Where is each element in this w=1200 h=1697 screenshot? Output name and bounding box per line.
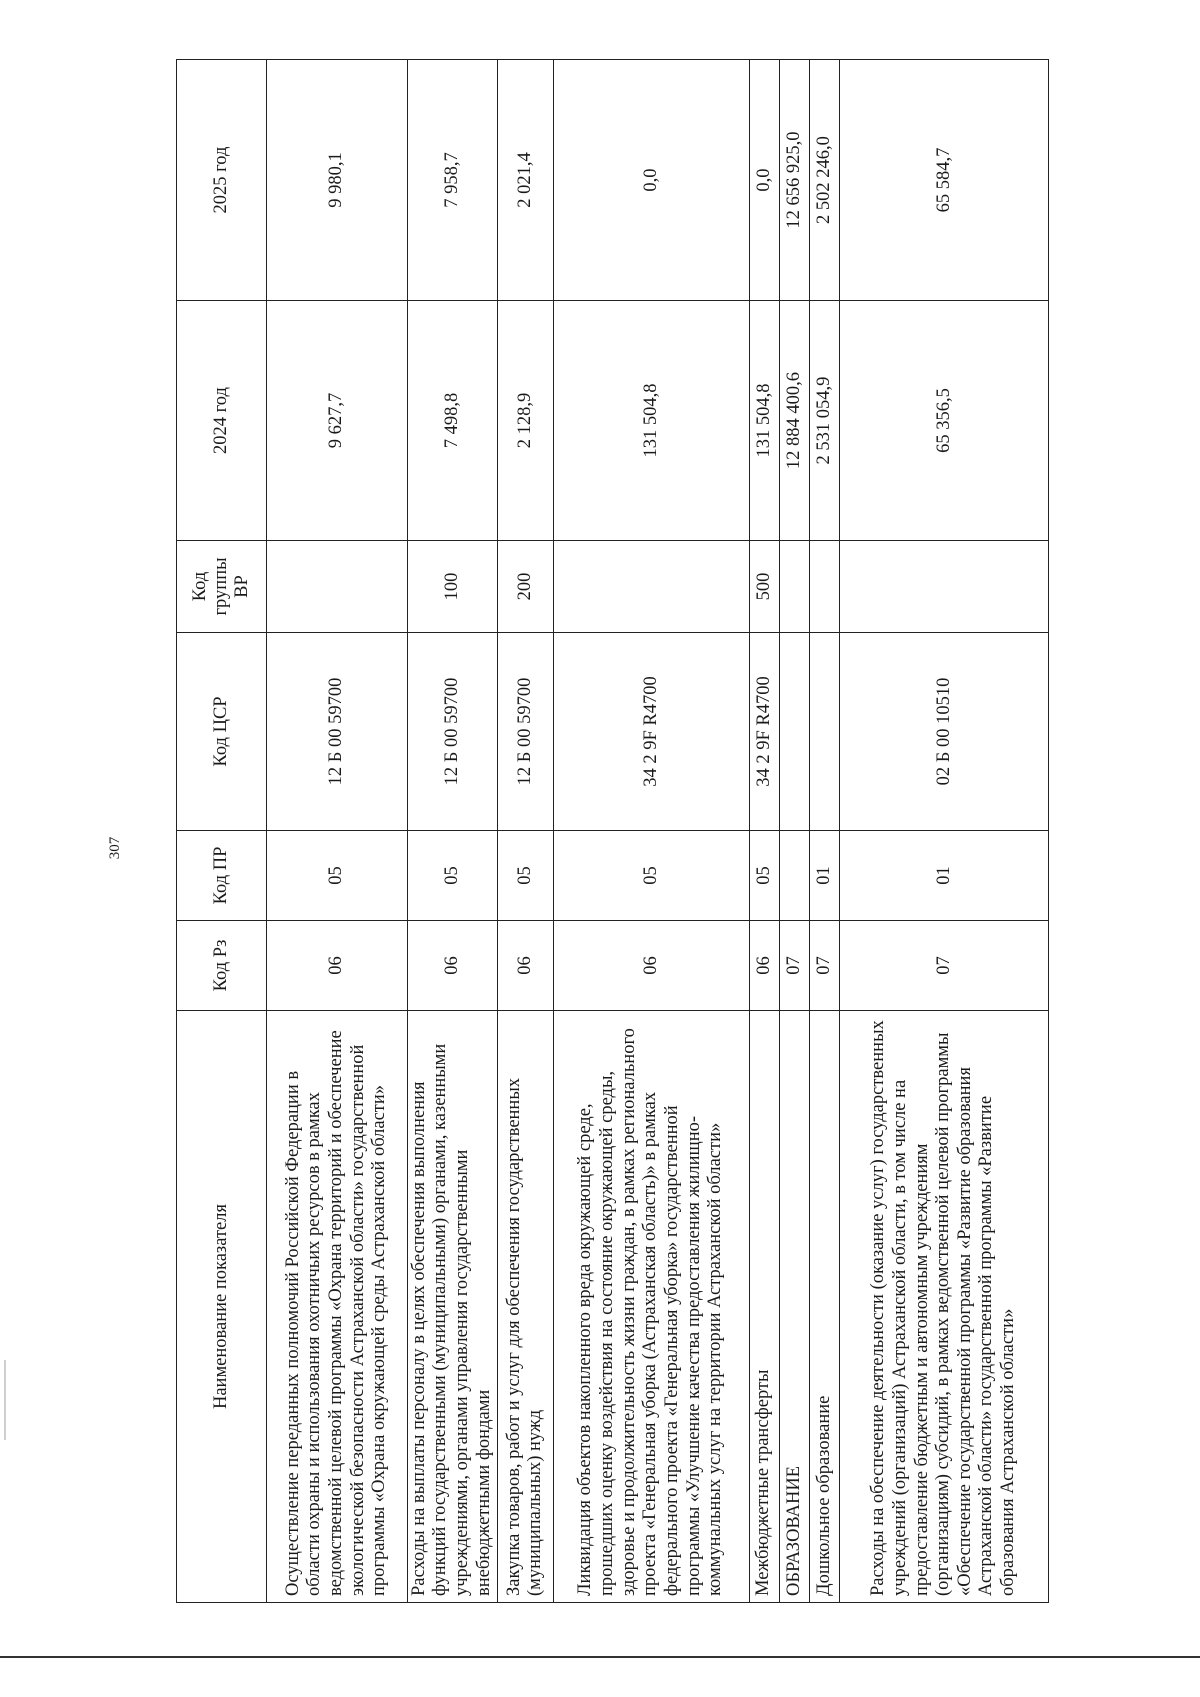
row-2025: 65 584,7 [840, 60, 1049, 301]
budget-table-rotated [176, 60, 1049, 1603]
row-rz: 07 [840, 921, 1049, 1011]
bottom-rule [0, 1656, 1200, 1658]
row-name: ОБРАЗОВАНИЕ [779, 1011, 809, 1603]
row-pr: 05 [267, 831, 408, 921]
row-name: Межбюджетные трансферты [749, 1011, 779, 1603]
header-2025: 2025 год [177, 60, 267, 301]
row-csr [779, 633, 809, 831]
row-pr: 05 [749, 831, 779, 921]
row-rz: 07 [779, 921, 809, 1011]
row-vr: 100 [407, 541, 497, 633]
row-vr [809, 541, 839, 633]
row-rz: 06 [267, 921, 408, 1011]
row-csr: 34 2 9F R4700 [749, 633, 779, 831]
row-pr: 05 [497, 831, 553, 921]
table-row [749, 60, 779, 1603]
row-name: Расходы на выплаты персоналу в целях обеспечения выполнения функций государственными (муниципальными) органами, казенными учреждениями, органами управления государственными внебюджетными фондами [407, 1011, 497, 1603]
table-row [809, 60, 839, 1603]
row-2024: 2 531 054,9 [809, 301, 839, 541]
row-csr [809, 633, 839, 831]
row-rz: 07 [809, 921, 839, 1011]
row-name: Ликвидация объектов накопленного вреда окружающей среде, прошедших оценку воздействия на состояние окружающей среды, здоровье и продолжительность жизни граждан, в рамках регионального проекта «Генеральная уборка (Астраханская область)» в рамках федерального проекта «Генеральная уборка» государственной программы «Улучшение качества предоставления жилищно-коммунальных услуг на территории Астраханской области» [553, 1011, 749, 1603]
row-rz: 06 [407, 921, 497, 1011]
row-2024: 131 504,8 [749, 301, 779, 541]
table-header-row [177, 60, 267, 1603]
row-pr: 01 [809, 831, 839, 921]
row-name: Дошкольное образование [809, 1011, 839, 1603]
budget-table [176, 59, 1049, 1603]
row-vr [267, 541, 408, 633]
row-2024: 7 498,8 [407, 301, 497, 541]
table-row [497, 60, 553, 1603]
row-vr [553, 541, 749, 633]
row-2024: 9 627,7 [267, 301, 408, 541]
row-2025: 7 958,7 [407, 60, 497, 301]
row-csr: 02 Б 00 10510 [840, 633, 1049, 831]
row-2024: 2 128,9 [497, 301, 553, 541]
table-row [267, 60, 408, 1603]
scan-margin-mark [4, 1360, 6, 1440]
header-csr: Код ЦСР [177, 633, 267, 831]
row-vr [779, 541, 809, 633]
row-name: Закупка товаров, работ и услуг для обеспечения государственных (муниципальных) нужд [497, 1011, 553, 1603]
row-rz: 06 [497, 921, 553, 1011]
row-name: Осуществление переданных полномочий Российской Федерации в области охраны и использования охотничьих ресурсов в рамках ведомственной целевой программы «Охрана территорий и обеспечение экологической безопасности Астраханской области» государственной программы «Охрана окружающей среды Астраханской области» [267, 1011, 408, 1603]
row-2025: 0,0 [553, 60, 749, 301]
row-pr: 01 [840, 831, 1049, 921]
header-name: Наименование показателя [177, 1011, 267, 1603]
row-2024: 65 356,5 [840, 301, 1049, 541]
row-vr [840, 541, 1049, 633]
row-csr: 12 Б 00 59700 [407, 633, 497, 831]
row-vr: 500 [749, 541, 779, 633]
row-2025: 9 980,1 [267, 60, 408, 301]
row-csr: 12 Б 00 59700 [497, 633, 553, 831]
row-pr: 05 [407, 831, 497, 921]
row-2025: 2 021,4 [497, 60, 553, 301]
row-2025: 12 656 925,0 [779, 60, 809, 301]
header-pr: Код ПР [177, 831, 267, 921]
table-row [553, 60, 749, 1603]
row-2024: 12 884 400,6 [779, 301, 809, 541]
row-rz: 06 [749, 921, 779, 1011]
row-csr: 12 Б 00 59700 [267, 633, 408, 831]
row-pr [779, 831, 809, 921]
header-rz: Код Рз [177, 921, 267, 1011]
table-row [779, 60, 809, 1603]
row-name: Расходы на обеспечение деятельности (оказание услуг) государственных учреждений (организаций) Астраханской области, в том числе на предоставление бюджетным и автономным учреждениям (организациям) субсидий, в рамках ведомственной целевой программы «Обеспечение государственной программы «Развитие образования Астраханской области» государственной программы «Развитие образования Астраханской области» [840, 1011, 1049, 1603]
row-2025: 0,0 [749, 60, 779, 301]
table-row [840, 60, 1049, 1603]
row-csr: 34 2 9F R4700 [553, 633, 749, 831]
header-2024: 2024 год [177, 301, 267, 541]
row-pr: 05 [553, 831, 749, 921]
row-rz: 06 [553, 921, 749, 1011]
row-2025: 2 502 246,0 [809, 60, 839, 301]
row-vr: 200 [497, 541, 553, 633]
table-row [407, 60, 497, 1603]
page-number: 307 [107, 836, 123, 860]
row-2024: 131 504,8 [553, 301, 749, 541]
header-vr: Код группы ВР [177, 541, 267, 633]
